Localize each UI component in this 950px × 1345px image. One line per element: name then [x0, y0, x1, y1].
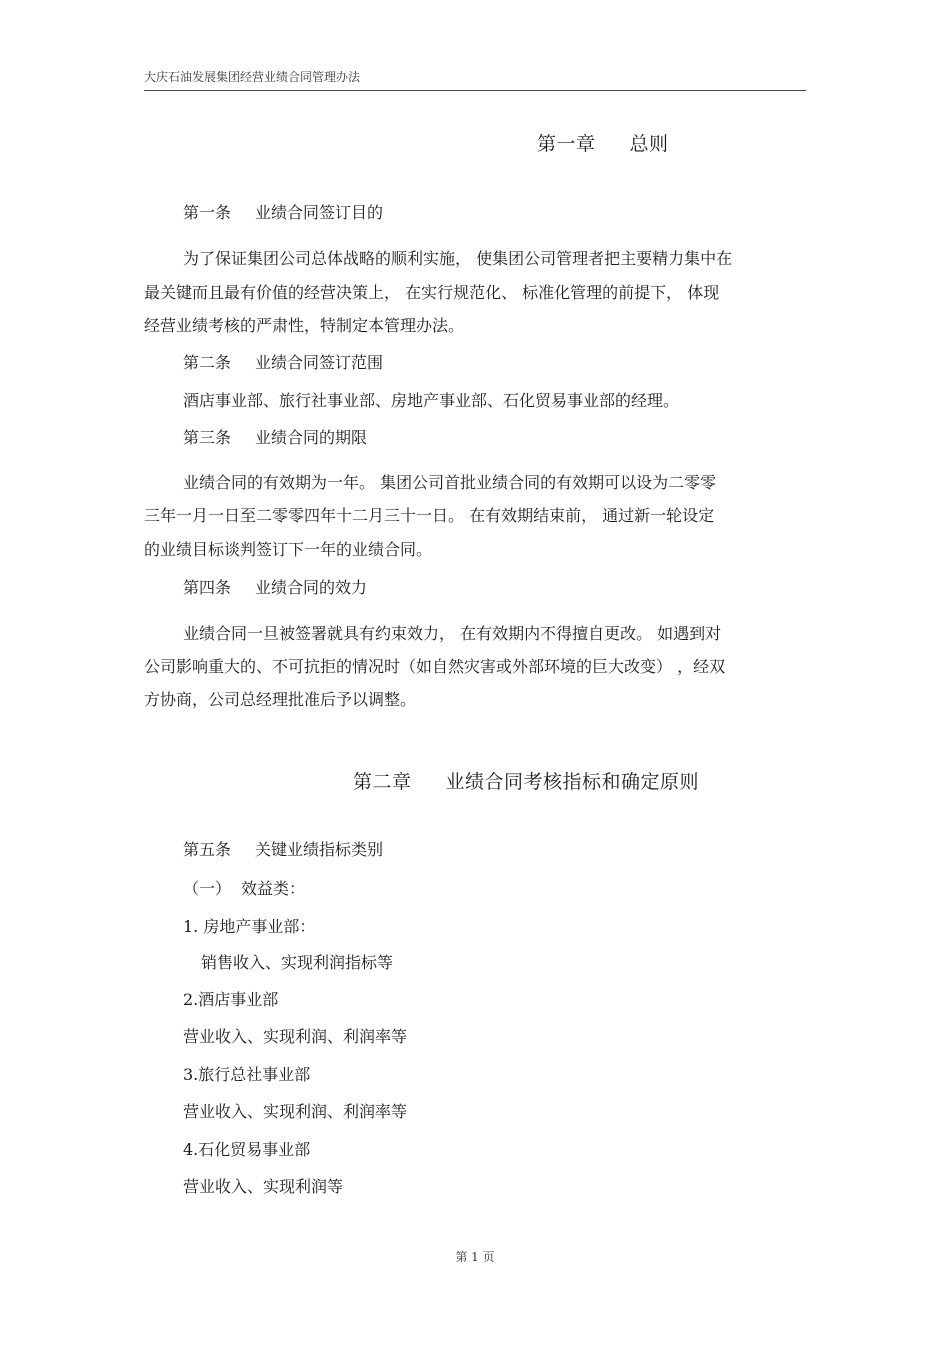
list-item-heading: 2.酒店事业部	[183, 990, 279, 1009]
list-item-heading: 1. 房地产事业部：	[183, 917, 316, 936]
chapter-1-title: 总则	[629, 133, 669, 155]
article-1-line-1: 为了保证集团公司总体战略的顺利实施， 使集团公司管理者把主要精力集中在	[183, 249, 733, 268]
article-2-heading	[183, 350, 383, 373]
article-4-number: 第四条	[183, 578, 232, 597]
section-1-title: 效益类：	[241, 879, 306, 898]
article-2-number: 第二条	[183, 353, 232, 372]
header-title: 大庆石油发展集团经营业绩合同管理办法	[144, 70, 361, 84]
list-item-heading: 4.石化贸易事业部	[183, 1140, 311, 1159]
page-number: 第 1 页	[455, 1250, 495, 1264]
article-3-title: 业绩合同的期限	[255, 428, 368, 447]
chapter-2-title: 业绩合同考核指标和确定原则	[445, 771, 700, 793]
chapter-1-number: 第一章	[537, 133, 596, 155]
article-1-title: 业绩合同签订目的	[255, 203, 384, 222]
article-3-number: 第三条	[183, 428, 232, 447]
article-2-title: 业绩合同签订范围	[255, 353, 384, 372]
article-5-title: 关键业绩指标类别	[255, 840, 384, 859]
section-1-heading	[183, 876, 305, 899]
article-2-line-1: 酒店事业部、旅行社事业部、房地产事业部、石化贸易事业部的经理。	[183, 391, 680, 410]
article-4-title: 业绩合同的效力	[255, 578, 368, 597]
article-1-line-3: 经营业绩考核的严肃性，特制定本管理办法。	[144, 316, 465, 335]
chapter-2-heading	[353, 767, 699, 794]
article-4-line-1: 业绩合同一旦被签署就具有约束效力， 在有效期内不得擅自更改。 如遇到对	[183, 624, 722, 643]
article-1-line-2: 最关键而且最有价值的经营决策上， 在实行规范化、 标准化管理的前提下， 体现	[144, 283, 720, 302]
list-item-detail: 营业收入、实现利润等	[183, 1177, 344, 1196]
article-3-line-1: 业绩合同的有效期为一年。 集团公司首批业绩合同的有效期可以设为二零零	[183, 473, 717, 492]
article-1-number: 第一条	[183, 203, 232, 222]
article-3-line-2: 三年一月一日至二零零四年十二月三十一日。 在有效期结束前， 通过新一轮设定	[144, 506, 715, 525]
chapter-1-heading	[537, 129, 669, 156]
article-4-line-3: 方协商，公司总经理批准后予以调整。	[144, 690, 417, 709]
list-item-detail: 营业收入、实现利润、利润率等	[183, 1102, 408, 1121]
article-3-line-3: 的业绩目标谈判签订下一年的业绩合同。	[144, 540, 433, 559]
list-item-detail: 营业收入、实现利润、利润率等	[183, 1027, 408, 1046]
chapter-2-number: 第二章	[353, 771, 412, 793]
section-1-label: （一）	[183, 879, 232, 898]
article-5-heading	[183, 837, 383, 860]
article-5-number: 第五条	[183, 840, 232, 859]
list-item-heading: 3.旅行总社事业部	[183, 1065, 311, 1084]
article-1-heading	[183, 200, 383, 223]
running-header	[144, 64, 806, 91]
article-4-line-2: 公司影响重大的、不可抗拒的情况时（如自然灾害或外部环境的巨大改变） ，经双	[144, 657, 726, 676]
article-4-heading	[183, 575, 367, 598]
list-item-detail: 销售收入、实现利润指标等	[201, 953, 394, 972]
article-3-heading	[183, 425, 367, 448]
